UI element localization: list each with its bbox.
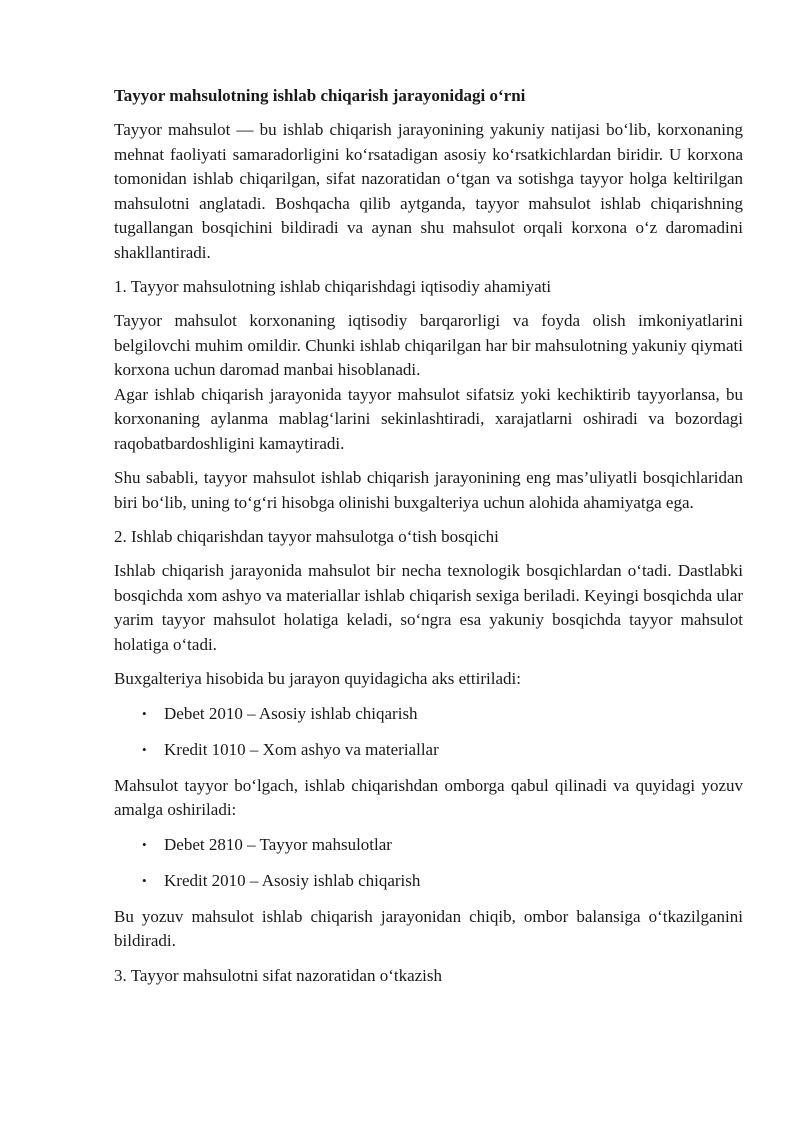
- entries-list-2: [114, 833, 743, 893]
- document-title: Tayyor mahsulotning ishlab chiqarish jarayonidagi o‘rni: [114, 86, 526, 105]
- bullet-icon: •: [142, 836, 147, 852]
- section-1-paragraph-3: Shu sababli, tayyor mahsulot ishlab chiqarish jarayonining eng mas’uliyatli bosqichlaridan biri bo‘lib, uning to‘g‘ri hisobga olinishi buxgalteriya uchun alohida ahamiyatga ega.: [114, 468, 743, 512]
- section-2-heading: 2. Ishlab chiqarishdan tayyor mahsulotga o‘tish bosqichi: [114, 527, 499, 546]
- list-item: • Debet 2010 – Asosiy ishlab chiqarish: [142, 702, 743, 726]
- section-2-paragraph-3: Mahsulot tayyor bo‘lgach, ishlab chiqarishdan omborga qabul qilinadi va quyidagi yozuv amalga oshiriladi:: [114, 775, 743, 819]
- entries-list-1: [114, 702, 743, 762]
- section-1-paragraph-2: Agar ishlab chiqarish jarayonida tayyor mahsulot sifatsiz yoki kechiktirib tayyorlansa, bu korxonaning aylanma mablag‘larini sekinlashtiradi, xarajatlarni oshiradi va bozordagi raqobatbardoshligini kamaytiradi.: [114, 384, 743, 453]
- list-item: • Kredit 1010 – Xom ashyo va materiallar: [142, 738, 743, 762]
- section-2-paragraph-2: Buxgalteriya hisobida bu jarayon quyidagicha aks ettiriladi:: [114, 669, 521, 688]
- list-item: • Kredit 2010 – Asosiy ishlab chiqarish: [142, 869, 743, 893]
- intro-paragraph: Tayyor mahsulot — bu ishlab chiqarish jarayonining yakuniy natijasi bo‘lib, korxonaning mehnat faoliyati samaradorligini ko‘rsatadigan asosiy ko‘rsatkichlardan biridir. U korxona tomonidan ishlab chiqarilgan, sifat nazoratidan o‘tgan va sotishga tayyor holga keltirilgan mahsulotni anglatadi. Boshqacha qilib aytganda, tayyor mahsulot ishlab chiqarishning tugallangan bosqichini bildiradi va aynan shu mahsulot orqali korxona o‘z daromadini shakllantiradi.: [114, 120, 743, 262]
- section-1-heading: 1. Tayyor mahsulotning ishlab chiqarishdagi iqtisodiy ahamiyati: [114, 277, 552, 296]
- bullet-icon: •: [142, 705, 147, 721]
- bullet-icon: •: [142, 872, 147, 888]
- list-item: • Debet 2810 – Tayyor mahsulotlar: [142, 833, 743, 857]
- section-2-paragraph-1: Ishlab chiqarish jarayonida mahsulot bir necha texnologik bosqichlardan o‘tadi. Dastlabki bosqichda xom ashyo va materiallar ishlab chiqarish sexiga beriladi. Keyingi bosqichda ular yarim tayyor mahsulot holatiga keladi, so‘ngra esa yakuniy bosqichda tayyor mahsulot holatiga o‘tadi.: [114, 561, 743, 654]
- bullet-icon: •: [142, 741, 147, 757]
- section-2-paragraph-4: Bu yozuv mahsulot ishlab chiqarish jarayonidan chiqib, ombor balansiga o‘tkazilganini bildiradi.: [114, 906, 743, 950]
- section-3-heading: 3. Tayyor mahsulotni sifat nazoratidan o‘tkazish: [114, 965, 443, 985]
- section-1-paragraph-1: Tayyor mahsulot korxonaning iqtisodiy barqarorligi va foyda olish imkoniyatlarini belgilovchi muhim omildir. Chunki ishlab chiqarilgan har bir mahsulotning yakuniy qiymati korxona uchun daromad manbai hisoblanadi.: [114, 311, 743, 379]
